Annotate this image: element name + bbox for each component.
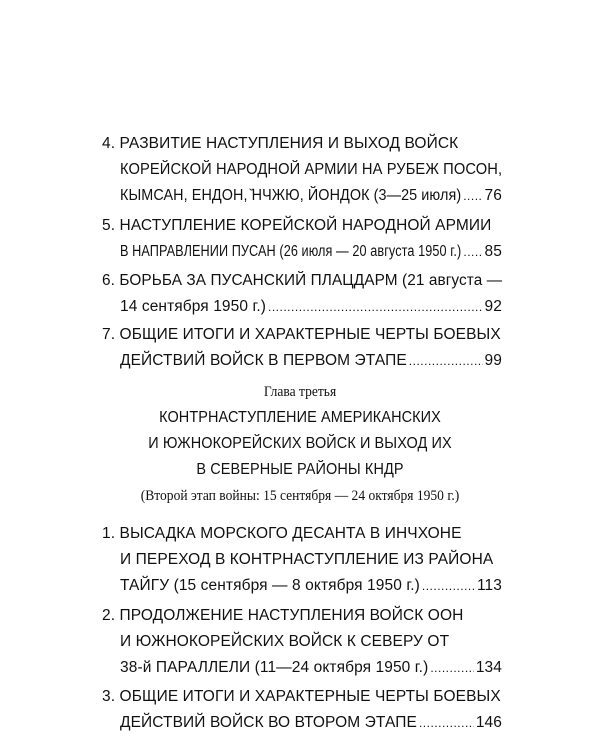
toc-entry-text: ДЕЙСТВИЙ ВОЙСК В ПЕРВОМ ЭТАПЕ [120,352,407,369]
page-number: 99 [484,352,502,369]
chapter-subtitle: (Второй этап войны: 15 сентября — 24 октября 1950 г.) [140,488,460,504]
toc-entry-text: 3. ОБЩИЕ ИТОГИ И ХАРАКТЕРНЫЕ ЧЕРТЫ БОЕВЫХ [102,688,501,705]
chapter-title-line-2: И ЮЖНОКОРЕЙСКИХ ВОЙСК И ВЫХОД ИХ [148,435,452,452]
toc-entry-text: ДЕЙСТВИЙ ВОЙСК ВО ВТОРОМ ЭТАПЕ [120,714,417,731]
toc-entry-2-line-3 [120,655,502,681]
toc-entry-text: 6. БОРЬБА ЗА ПУСАНСКИЙ ПЛАЦДАРМ (21 августа — [102,272,503,289]
page-number: 146 [475,714,502,731]
toc-entry-text: И ЮЖНОКОРЕЙСКИХ ВОЙСК К СЕВЕРУ ОТ [120,633,450,650]
toc-entry-text: В НАПРАВЛЕНИИ ПУСАН (26 июля — 20 августа 1950 г.) [120,243,462,260]
toc-entry-text: 5. НАСТУПЛЕНИЕ КОРЕЙСКОЙ НАРОДНОЙ АРМИИ [102,217,492,234]
toc-entry-3-line-1 [102,684,502,710]
leader-dots [430,655,473,681]
toc-entry-4-line-3 [120,183,502,209]
page-number: 92 [484,298,502,315]
leader-dots [463,239,482,265]
toc-entry-2-line-2 [120,629,502,655]
toc-entry-text: 4. РАЗВИТИЕ НАСТУПЛЕНИЯ И ВЫХОД ВОЙСК [102,135,459,152]
leader-dots [268,294,483,320]
toc-entry-5-line-1 [102,213,502,239]
toc-entry-text: 7. ОБЩИЕ ИТОГИ И ХАРАКТЕРНЫЕ ЧЕРТЫ БОЕВЫХ [102,326,501,343]
chapter-title-line-1: КОНТРНАСТУПЛЕНИЕ АМЕРИКАНСКИХ [159,409,441,426]
leader-dots [463,183,482,209]
toc-entry-2-line-1 [102,603,502,629]
leader-dots [422,573,475,599]
toc-entry-text: И ПЕРЕХОД В КОНТРНАСТУПЛЕНИЕ ИЗ РАЙОНА [120,551,494,568]
toc-entry-6-line-1 [102,268,502,294]
toc-entry-1-line-1 [102,521,502,547]
toc-entry-text: КОРЕЙСКОЙ НАРОДНОЙ АРМИИ НА РУБЕЖ ПОСОН, [120,161,503,178]
chapter-label: Глава третья [263,384,337,400]
toc-entry-text: ТАЙГУ (15 сентября — 8 октября 1950 г.) [120,577,420,594]
toc-entry-4-line-2 [120,157,502,183]
page-number: 85 [484,243,502,260]
toc-entry-text: 38-й ПАРАЛЛЕЛИ (11—24 октября 1950 г.) [120,659,429,676]
toc-entry-text: 14 сентября 1950 г.) [120,298,267,315]
toc-entry-4-line-1 [102,131,502,157]
page-number: 113 [476,577,502,594]
toc-entry-7-line-2 [120,348,502,374]
toc-entry-5-line-2 [120,239,502,265]
toc-entry-1-line-3 [120,573,502,599]
page-number: 134 [475,659,502,676]
chapter-title-line-3: В СЕВЕРНЫЕ РАЙОНЫ КНДР [196,461,404,478]
toc-entry-3-line-2 [120,710,502,736]
leader-dots [409,348,483,374]
page-number: 76 [484,187,502,204]
leader-dots [419,710,474,736]
toc-entry-text: 2. ПРОДОЛЖЕНИЕ НАСТУПЛЕНИЯ ВОЙСК ООН [102,607,464,624]
toc-entry-7-line-1 [102,322,502,348]
toc-entry-6-line-2 [120,294,502,320]
toc-entry-text: 1. ВЫСАДКА МОРСКОГО ДЕСАНТА В ИНЧХОНЕ [102,525,462,542]
toc-entry-1-line-2 [120,547,502,573]
toc-entry-text: КЫМСАН, ЕНДОН, ̆НЧЖЮ, ЙОНДОК (3—25 июля) [120,187,462,204]
